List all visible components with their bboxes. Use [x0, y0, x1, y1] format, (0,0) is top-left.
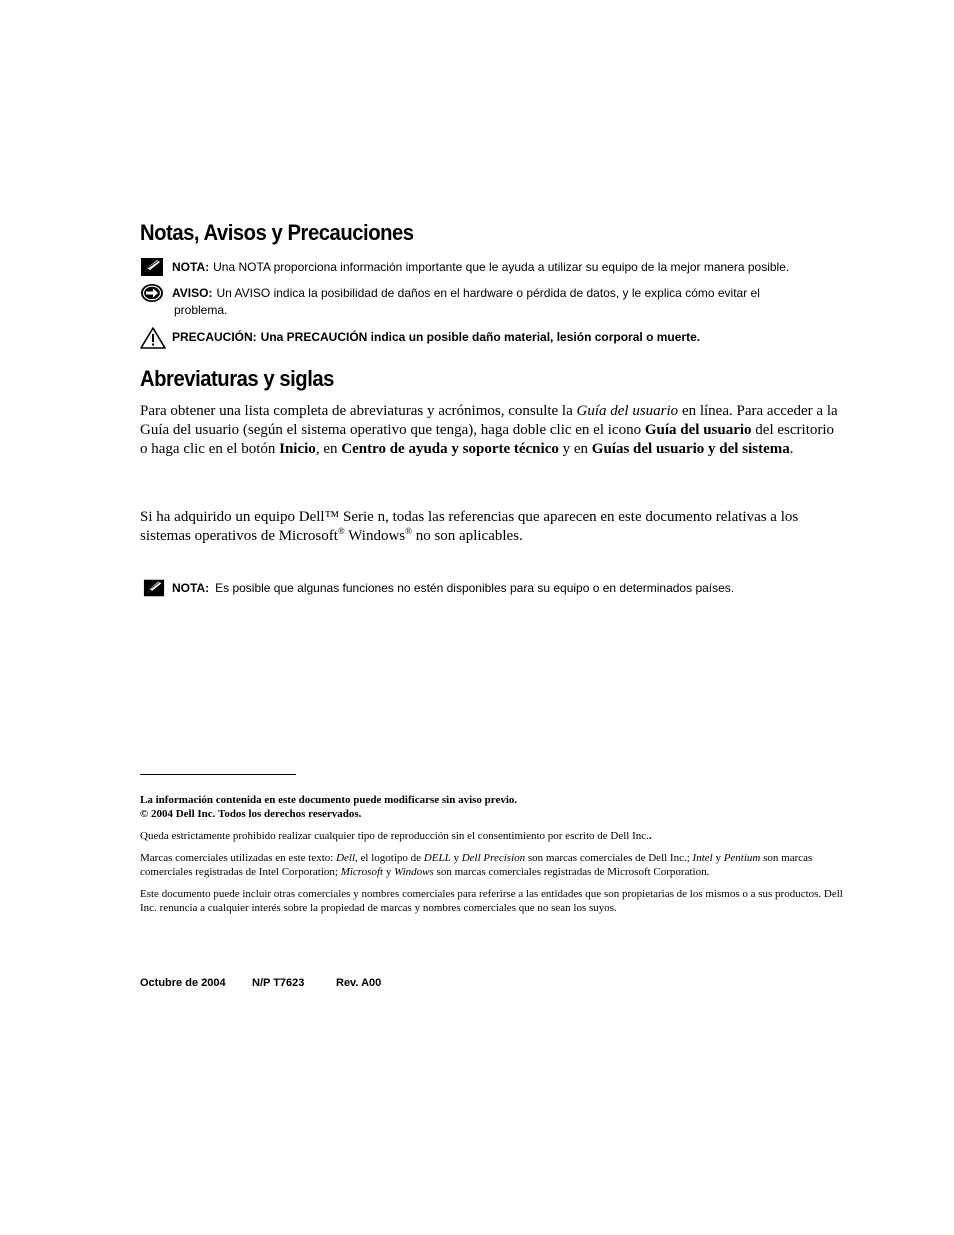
trademark-name: Windows [394, 866, 434, 878]
dell-n-series-paragraph [140, 508, 845, 546]
text-run: Si ha adquirido un equipo Dell™ Serie n, todas las referencias que aparecen en este documento relativas a los sistemas operativos de Microsoft [140, 509, 799, 544]
text-run: y [450, 852, 462, 864]
text-run: y [712, 852, 724, 864]
text-run: , el logotipo de [355, 852, 424, 864]
text-run: Queda estrictamente prohibido realizar cualquier tipo de reproducción sin el consentimiento por escrito de Dell Inc. [140, 830, 649, 842]
trademark-name: DELL [423, 852, 451, 864]
footer-date: Octubre de 2004 [140, 977, 226, 989]
aviso-text-line1: Un AVISO indica la posibilidad de daños en el hardware o pérdida de datos, y le explica cómo evitar el [216, 286, 760, 300]
text-run: Para obtener una lista completa de abreviaturas y acrónimos, consulte la [140, 403, 577, 419]
notice-arrow-icon [140, 283, 166, 305]
text-run: Windows [344, 528, 406, 544]
pencil-note-icon [140, 257, 166, 279]
aviso-text-line2: problema. [174, 303, 228, 317]
nota-label: NOTA: [172, 260, 210, 274]
bold-guide-icon-name: Guía del usuario [644, 422, 752, 438]
trademark-name: Microsoft [340, 866, 384, 878]
italic-guide-title: Guía del usuario [576, 403, 679, 419]
bold-system-guides: Guías del usuario y del sistema [591, 441, 790, 457]
trademark-name: Dell [336, 852, 356, 864]
precaucion-label: PRECAUCIÓN: [172, 330, 257, 344]
text-run: son marcas comerciales registradas de Intel Corporation; [140, 852, 813, 878]
reproduction-notice [140, 829, 848, 843]
trademarks-notice [140, 851, 848, 879]
bold-help-center: Centro de ayuda y soporte técnico [341, 441, 559, 457]
abbreviations-paragraph [140, 402, 845, 459]
text-run: y en [558, 441, 592, 457]
section-title-notas: Notas, Avisos y Precauciones [140, 220, 414, 245]
bold-start-button: Inicio [279, 441, 316, 457]
text-run: son marcas comerciales de Dell Inc.; [525, 852, 693, 864]
copyright-line: © 2004 Dell Inc. Todos los derechos reservados. [140, 808, 362, 820]
trademark-name: Pentium [723, 852, 761, 864]
text-run: del escritorio o haga clic en el botón [140, 422, 835, 457]
section-title-abreviaturas: Abreviaturas y siglas [140, 366, 334, 391]
legal-line1: La información contenida en este documento puede modificarse sin aviso previo. [140, 794, 518, 806]
precaucion-text: Una PRECAUCIÓN indica un posible daño material, lesión corporal o muerte. [260, 330, 701, 344]
footnote-divider [140, 774, 296, 775]
text-run: y [383, 866, 395, 878]
text-run: . [789, 441, 794, 457]
nota2-label: NOTA: [172, 581, 210, 595]
text-run: no son aplicables. [411, 528, 523, 544]
text-run: . [648, 830, 652, 842]
footer-part-number: N/P T7623 [252, 977, 305, 989]
text-run: en línea. Para acceder a la Guía del usuario (según el sistema operativo que tenga), haga doble clic en el icono [140, 403, 838, 438]
nota2-text: Es posible que algunas funciones no estén disponibles para su equipo o en determinados países. [215, 581, 735, 595]
caution-triangle-icon [140, 327, 166, 349]
registered-mark: ® [337, 526, 345, 536]
pencil-note-icon [143, 578, 169, 600]
text-run: son marcas comerciales registradas de Microsoft Corporation. [433, 866, 710, 878]
text-run: , en [315, 441, 342, 457]
text-run: Marcas comerciales utilizadas en este texto: [140, 852, 337, 864]
trademark-name: Intel [692, 852, 713, 864]
nota-text: Una NOTA proporciona información importante que le ayuda a utilizar su equipo de la mejor manera posible. [213, 260, 790, 274]
footer-revision: Rev. A00 [336, 977, 382, 989]
other-trademarks-notice: Este documento puede incluir otras comerciales y nombres comerciales para referirse a las entidades que son propietarias de los mismos o a sus productos. Dell Inc. renuncia a cualquier interés sobre la propiedad de marcas y nombres comerciales que no sean los suyos. [140, 888, 843, 914]
trademark-name: Dell Precision [461, 852, 526, 864]
registered-mark: ® [405, 526, 412, 536]
legal-notice [140, 793, 848, 821]
aviso-label: AVISO: [172, 286, 213, 300]
